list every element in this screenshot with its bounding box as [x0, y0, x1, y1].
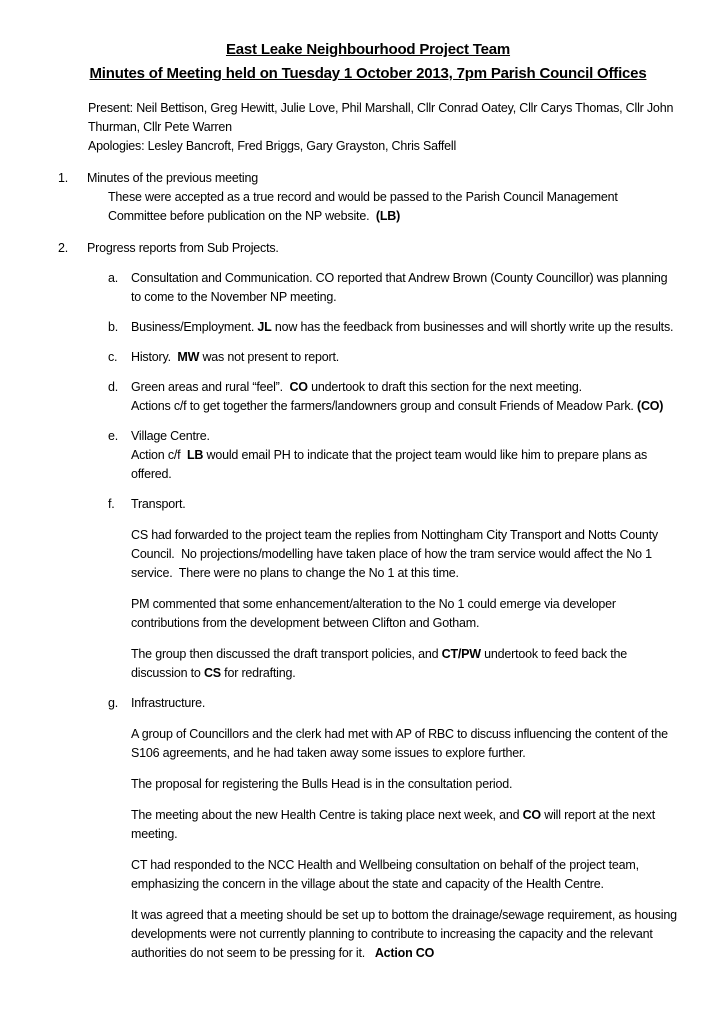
bold-text-run: JL [257, 320, 272, 334]
text-run: It was agreed that a meeting should be set up to bottom the drainage/sewage requirement, as housing developments were not currently planning to contribute to increasing the capacity and the relevant authorities do not seem to be pressing for it. [131, 908, 681, 960]
paragraph [131, 495, 677, 514]
item-heading: Progress reports from Sub Projects. [87, 241, 279, 255]
paragraph [131, 427, 677, 446]
bold-text-run: (LB) [375, 209, 401, 223]
subitem-b-business-employment [108, 318, 678, 337]
subitem-letter: a. [108, 271, 119, 285]
subitem-letter: f. [108, 497, 115, 511]
paragraph [131, 378, 677, 397]
text-run: Green areas and rural “feel”. [131, 380, 290, 394]
doc-title-line-1: East Leake Neighbourhood Project Team [225, 41, 511, 58]
attendance-block [88, 99, 677, 156]
subitem-letter: d. [108, 380, 119, 394]
text-run: for redrafting. [220, 666, 296, 680]
text-run: The proposal for registering the Bulls Head is in the consultation period. [131, 777, 513, 791]
agenda-item-1 [58, 169, 678, 226]
text-run: A group of Councillors and the clerk had met with AP of RBC to discuss influencing the content of the S106 agreements, and he had taken away some issues to explore further. [131, 727, 672, 760]
apologies-line: Apologies: Lesley Bancroft, Fred Briggs, Gary Grayston, Chris Saffell [88, 139, 457, 153]
paragraph [131, 595, 677, 633]
paragraph [131, 269, 677, 307]
subitem-body [131, 427, 677, 484]
text-run: CT had responded to the NCC Health and Wellbeing consultation on behalf of the project team, emphasizing the concern in the village about the state and capacity of the Health Centre. [131, 858, 643, 891]
subitem-letter: c. [108, 350, 118, 364]
subitem-body [131, 378, 677, 416]
subitem-g-infrastructure [108, 694, 681, 963]
subitem-letter: b. [108, 320, 119, 334]
bold-text-run: (CO) [636, 399, 664, 413]
bold-text-run: Action CO [374, 946, 435, 960]
bold-text-run: MW [177, 350, 200, 364]
paragraph [131, 694, 677, 713]
text-run: The meeting about the new Health Centre is taking place next week, and [131, 808, 523, 822]
item-body [87, 169, 678, 226]
bold-text-run: CO [289, 380, 308, 394]
paragraph [131, 397, 677, 416]
item-heading: Minutes of the previous meeting [87, 171, 258, 185]
paragraph [131, 526, 677, 583]
bold-text-run: CT/PW [441, 647, 481, 661]
paragraph [131, 645, 677, 683]
subitem-letter: g. [108, 696, 119, 710]
item-number: 2. [58, 241, 69, 255]
text-run: PM commented that some enhancement/alteration to the No 1 could emerge via developer contributions from the development between Clifton and Gotham. [131, 597, 620, 630]
subitem-letter: e. [108, 429, 119, 443]
paragraph [131, 906, 681, 963]
paragraph [131, 775, 677, 794]
bold-text-run: CS [203, 666, 221, 680]
subitem-a-consultation [108, 269, 678, 307]
text-run: Infrastructure. [131, 696, 206, 710]
subitem-f-transport [108, 495, 678, 683]
text-run: History. [131, 350, 178, 364]
subitem-body [131, 694, 681, 963]
text-run: undertook to draft this section for the next meeting. [307, 380, 582, 394]
text-run: CS had forwarded to the project team the replies from Nottingham City Transport and Notts County Council. No projections/modelling have taken place of how the tram service would affect the No 1 service. There were no plans to change the No 1 at this time. [131, 528, 662, 580]
text-run: The group then discussed the draft transport policies, and [131, 647, 442, 661]
text-run: now has the feedback from businesses and will shortly write up the results. [271, 320, 674, 334]
paragraph [131, 856, 677, 894]
text-run: Business/Employment. [131, 320, 258, 334]
item-body [87, 239, 681, 963]
text-run: Consultation and Communication. CO reported that Andrew Brown (County Councillor) was planning to come to the November NP meeting. [131, 271, 671, 304]
subitem-body [131, 318, 677, 337]
subitem-body [131, 495, 677, 683]
paragraph [131, 348, 677, 367]
paragraph [108, 188, 653, 226]
text-run: Transport. [131, 497, 186, 511]
paragraph [131, 806, 677, 844]
subitem-body [131, 269, 677, 307]
paragraph [131, 725, 677, 763]
text-run: Action c/f [131, 448, 187, 462]
paragraph [131, 446, 677, 484]
text-run: was not present to report. [199, 350, 340, 364]
bold-text-run: CO [522, 808, 541, 822]
text-run: undertook to feed back the discussion to [131, 647, 631, 680]
subitem-body [131, 348, 677, 367]
subitem-c-history [108, 348, 678, 367]
paragraph [131, 318, 677, 337]
text-run: would email PH to indicate that the project team would like him to prepare plans as offered. [131, 448, 651, 481]
subitem-d-green-areas [108, 378, 678, 416]
text-run: These were accepted as a true record and would be passed to the Parish Council Management Committee before publication on the NP website. [108, 190, 621, 223]
bold-text-run: LB [186, 448, 204, 462]
doc-title-line-2: Minutes of Meeting held on Tuesday 1 October 2013, 7pm Parish Council Offices [89, 65, 647, 82]
present-line: Present: Neil Bettison, Greg Hewitt, Julie Love, Phil Marshall, Cllr Conrad Oatey, Cllr Carys Thomas, Cllr John Thurman, Cllr Pete Warren [88, 101, 677, 134]
text-run: Village Centre. [131, 429, 210, 443]
text-run: Actions c/f to get together the farmers/landowners group and consult Friends of Meadow Park. [131, 399, 637, 413]
text-run: will report at the next meeting. [131, 808, 659, 841]
agenda-item-2 [58, 239, 681, 963]
subitem-e-village-centre [108, 427, 678, 484]
item-number: 1. [58, 171, 69, 185]
